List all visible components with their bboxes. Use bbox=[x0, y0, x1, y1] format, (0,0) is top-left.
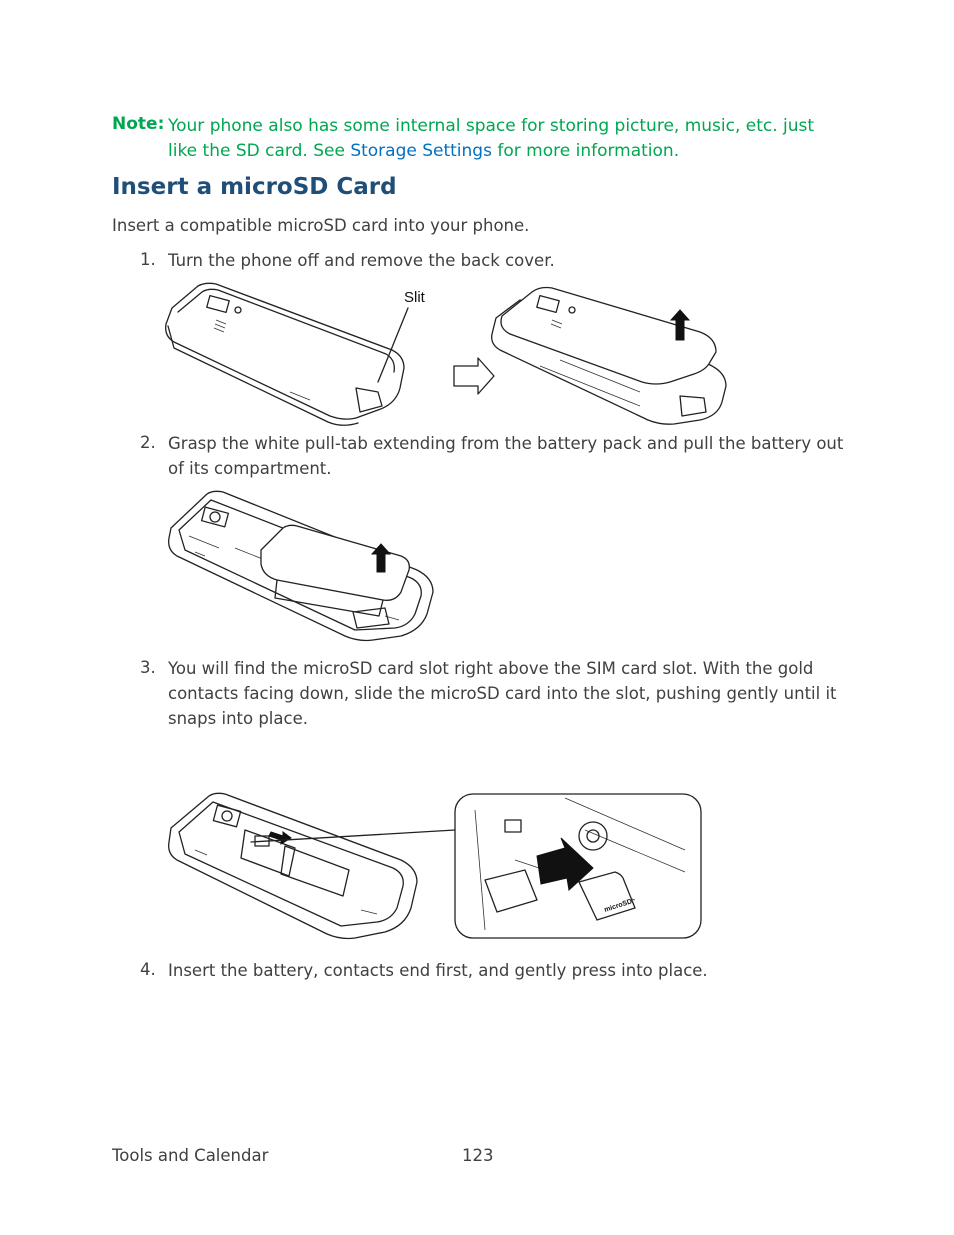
step-1-number: 1. bbox=[140, 250, 156, 269]
storage-settings-link[interactable]: Storage Settings bbox=[350, 141, 492, 161]
step-2-text: Grasp the white pull-tab extending from the battery pack and pull the battery out of its compartment. bbox=[168, 434, 844, 478]
figure-insert-microsd bbox=[165, 790, 705, 950]
figure-remove-back-cover bbox=[160, 280, 740, 425]
step-3-number: 3. bbox=[140, 658, 156, 677]
figure-remove-battery bbox=[165, 488, 440, 643]
note-label: Note: bbox=[112, 114, 165, 134]
microsd-label: microSD bbox=[603, 898, 634, 914]
phone-cover-removed bbox=[492, 288, 726, 425]
step-4-text: Insert the battery, contacts end first, and gently press into place. bbox=[168, 961, 708, 980]
right-arrow-icon bbox=[454, 358, 494, 394]
step-2-number: 2. bbox=[140, 433, 156, 452]
phone-interior bbox=[169, 793, 417, 938]
note-text-after: for more information. bbox=[491, 141, 680, 161]
step-3-text: You will find the microSD card slot right above the SIM card slot. With the gold contacts facing down, slide the microSD card into the slot, pushing gently until it snaps into place. bbox=[168, 659, 837, 728]
zoomed-slot-detail bbox=[475, 798, 685, 930]
section-heading: Insert a microSD Card bbox=[112, 174, 397, 200]
note-text-before: Your phone also has some internal space for storing picture, music, etc. just like the SD card. See bbox=[168, 116, 815, 161]
step-4-number: 4. bbox=[140, 960, 156, 979]
intro-text: Insert a compatible microSD card into your phone. bbox=[112, 216, 530, 235]
footer-page-number: 123 bbox=[462, 1146, 494, 1165]
note-text bbox=[168, 114, 848, 164]
step-1-text: Turn the phone off and remove the back cover. bbox=[168, 251, 555, 270]
footer-section: Tools and Calendar bbox=[112, 1146, 269, 1165]
phone-with-cover bbox=[166, 283, 408, 425]
slit-label: Slit bbox=[404, 289, 425, 306]
